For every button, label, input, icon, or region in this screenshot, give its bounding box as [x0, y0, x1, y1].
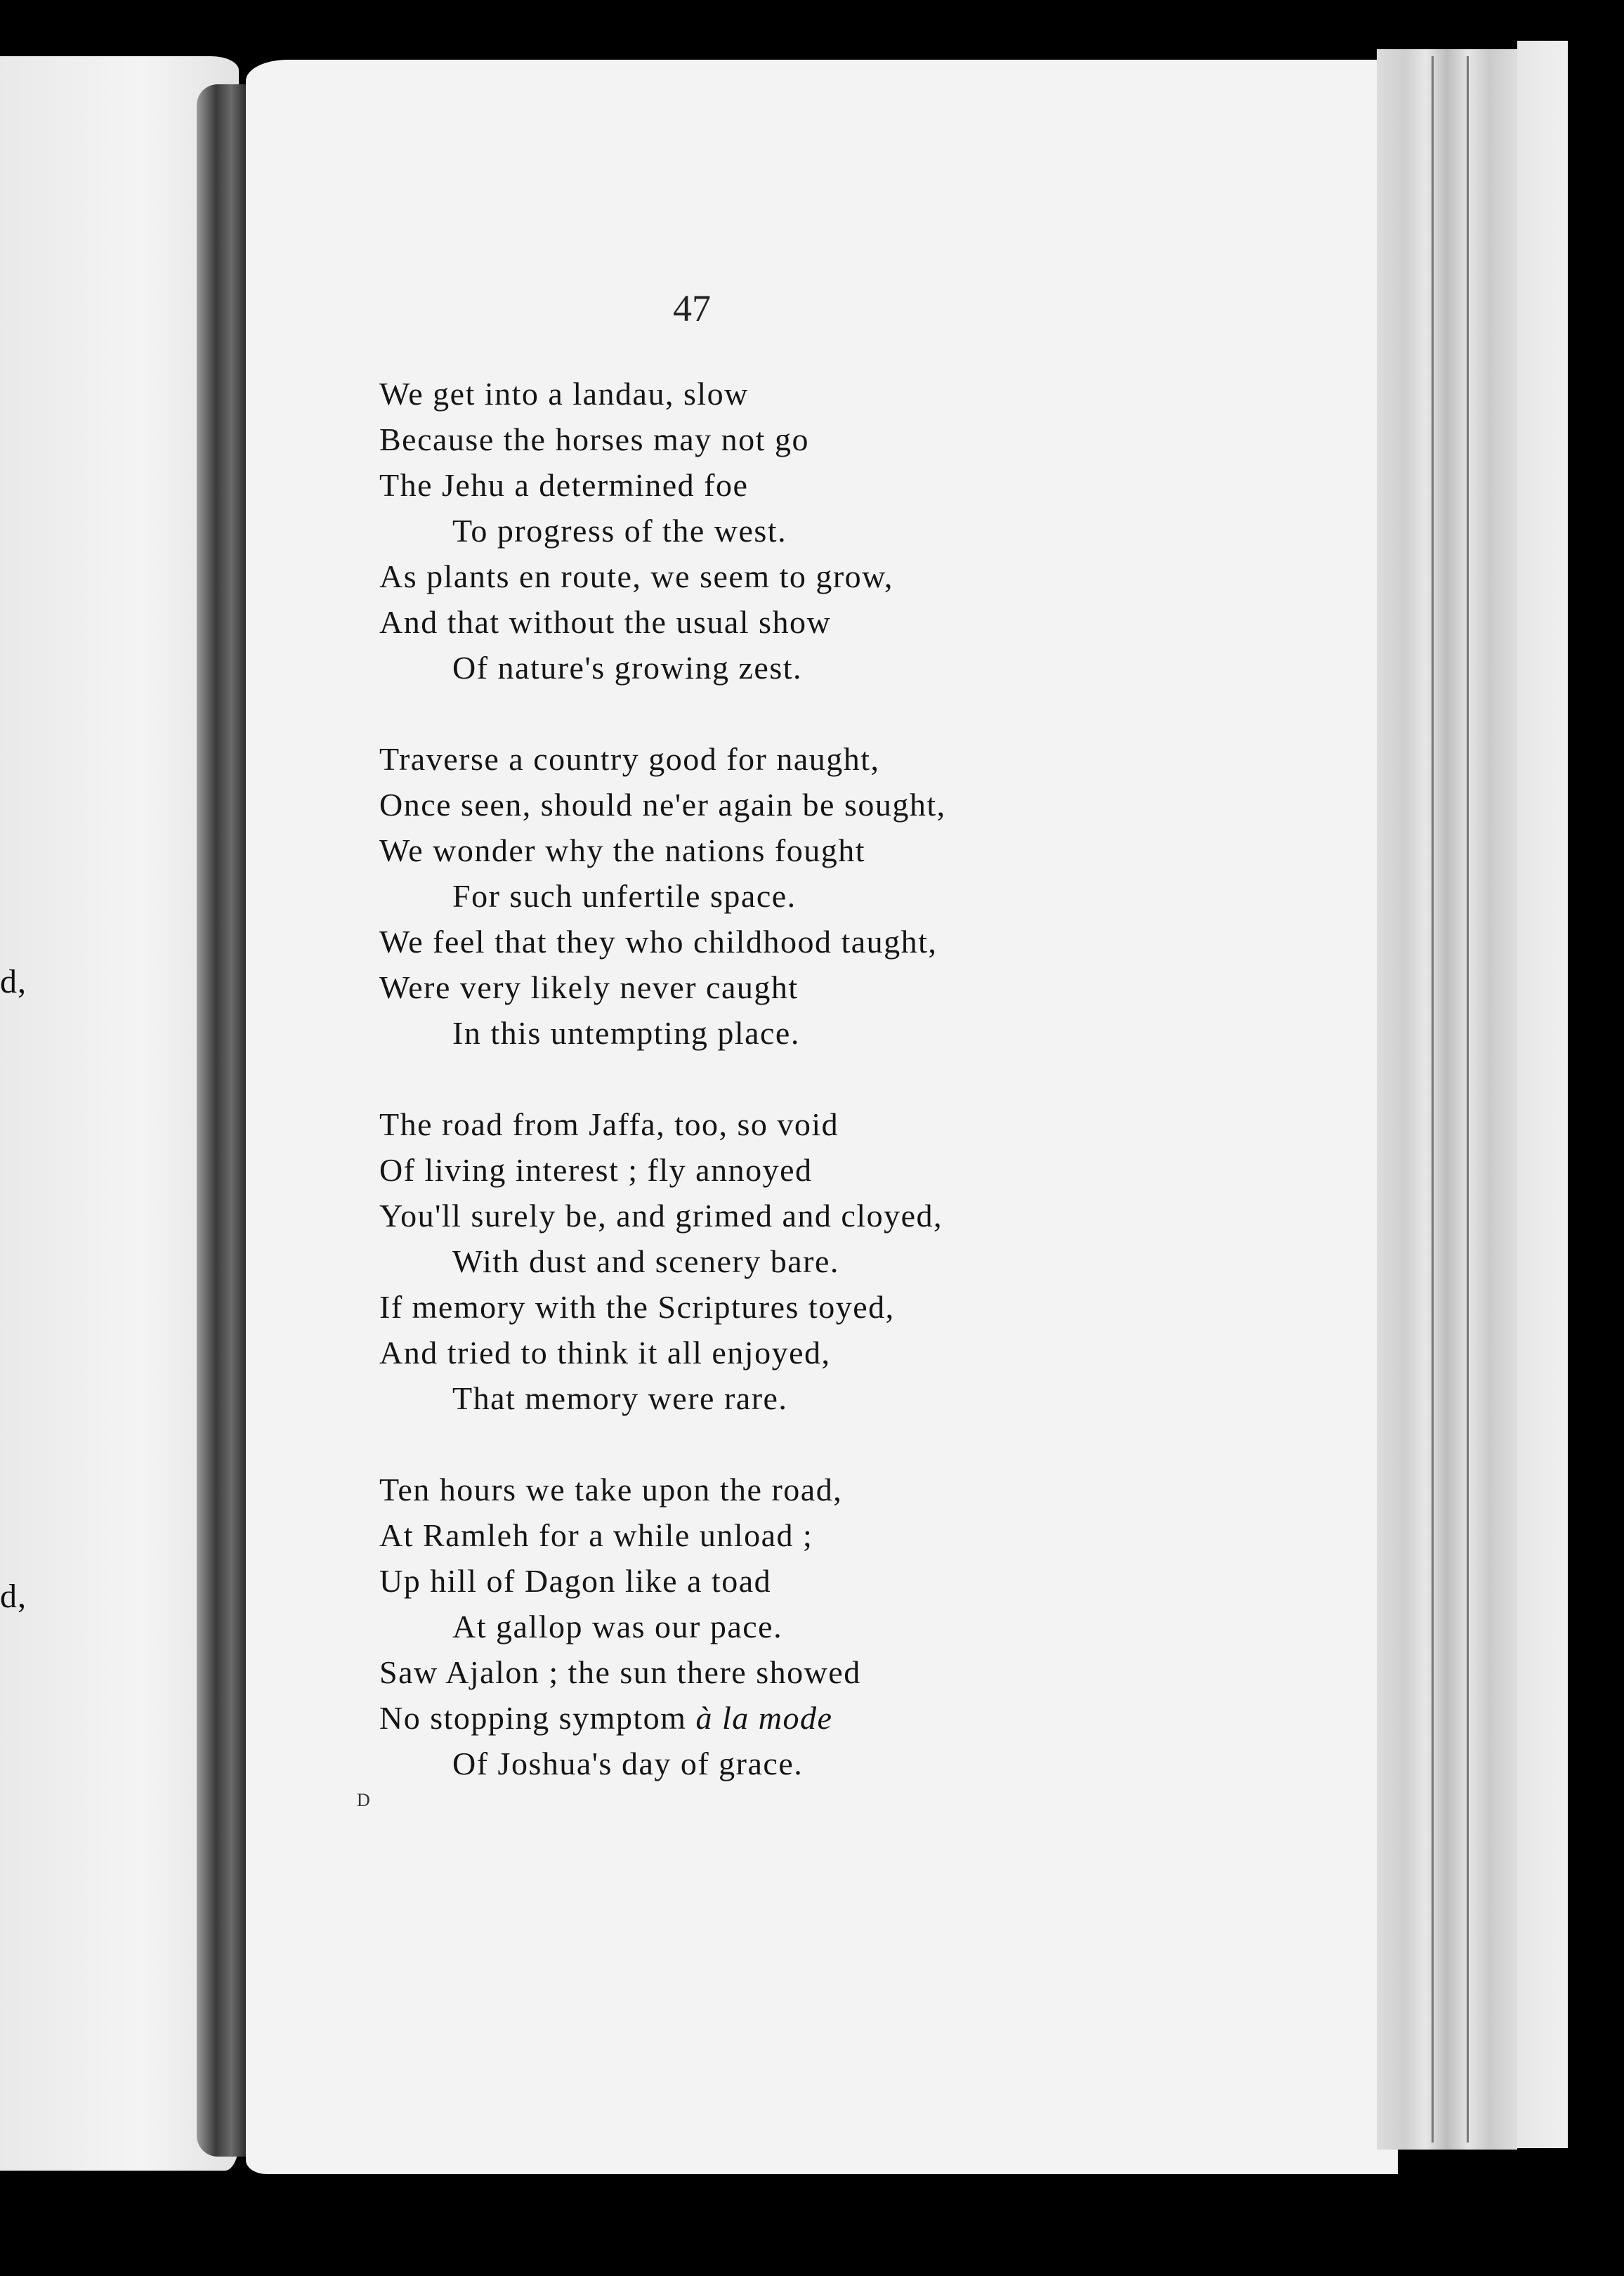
signature-mark: D	[357, 1790, 370, 1810]
stanza-gap	[379, 1421, 1082, 1467]
poem-line	[379, 508, 1082, 554]
poem-line	[379, 736, 1082, 782]
poem-line-text: Up hill of Dagon like a toad	[379, 1563, 772, 1599]
poem-line-text: We feel that they who childhood taught,	[379, 924, 938, 960]
poem-line	[379, 1649, 1082, 1695]
poem-line-text: We wonder why the nations fought	[379, 832, 865, 868]
poem-line	[379, 1193, 1082, 1238]
poem	[379, 371, 1082, 1786]
poem-line	[379, 1284, 1082, 1330]
left-page-fragment: d,	[0, 963, 27, 1000]
poem-line	[379, 1695, 1082, 1741]
stanza	[379, 736, 1082, 1056]
page-edges	[1377, 49, 1517, 2150]
poem-line-text: That memory were rare.	[452, 1380, 788, 1416]
poem-line	[379, 873, 1082, 919]
poem-line	[379, 782, 1082, 828]
poem-line-text: Of Joshua's day of grace.	[452, 1746, 804, 1781]
page-tab	[1517, 41, 1568, 2148]
poem-line-text: The Jehu a determined foe	[379, 467, 749, 503]
poem-line-text: No stopping symptom	[379, 1700, 687, 1736]
poem-line	[379, 1512, 1082, 1558]
poem-line	[379, 1010, 1082, 1056]
stanza	[379, 1101, 1082, 1421]
poem-line	[379, 828, 1082, 873]
poem-line-text: Were very likely never caught	[379, 969, 799, 1005]
poem-line	[379, 371, 1082, 417]
poem-line	[379, 462, 1082, 508]
stanza-gap	[379, 1056, 1082, 1101]
poem-line-text: And that without the usual show	[379, 604, 832, 640]
poem-line-text: In this untempting place.	[452, 1015, 800, 1051]
poem-line	[379, 1741, 1082, 1786]
poem-line-text: As plants en route, we seem to grow,	[379, 558, 893, 594]
poem-line-text: Of living interest ; fly annoyed	[379, 1152, 813, 1188]
poem-line	[379, 1238, 1082, 1284]
poem-line-text: Saw Ajalon ; the sun there showed	[379, 1654, 861, 1690]
poem-line-italic: à la mode	[695, 1700, 833, 1736]
poem-line-text: To progress of the west.	[452, 513, 787, 549]
poem-line-text: Ten hours we take upon the road,	[379, 1472, 843, 1507]
poem-line-text: For such unfertile space.	[452, 878, 797, 914]
stanza-gap	[379, 691, 1082, 736]
poem-line-text: If memory with the Scriptures toyed,	[379, 1289, 895, 1325]
poem-line	[379, 554, 1082, 599]
poem-line	[379, 1375, 1082, 1421]
poem-line-text: And tried to think it all enjoyed,	[379, 1335, 831, 1371]
stanza	[379, 371, 1082, 691]
left-page-fragment: d,	[0, 1578, 27, 1615]
poem-line-text: The road from Jaffa, too, so void	[379, 1106, 839, 1142]
poem-line	[379, 1604, 1082, 1649]
poem-line	[379, 1101, 1082, 1147]
poem-line-text: Because the horses may not go	[379, 421, 809, 457]
poem-line-text: Traverse a country good for naught,	[379, 741, 880, 777]
poem-line	[379, 417, 1082, 462]
poem-line-text: With dust and scenery bare.	[452, 1243, 839, 1279]
poem-line	[379, 1467, 1082, 1512]
poem-line	[379, 919, 1082, 964]
poem-line	[379, 599, 1082, 645]
poem-line	[379, 1558, 1082, 1604]
poem-line	[379, 964, 1082, 1010]
poem-line-text: At gallop was our pace.	[452, 1609, 783, 1644]
page-number: 47	[673, 287, 711, 329]
poem-line	[379, 1330, 1082, 1375]
poem-line	[379, 645, 1082, 691]
stanza	[379, 1467, 1082, 1786]
poem-line-text: Of nature's growing zest.	[452, 650, 802, 686]
poem-line-text: Once seen, should ne'er again be sought,	[379, 787, 946, 823]
poem-line	[379, 1147, 1082, 1193]
poem-line-text: You'll surely be, and grimed and cloyed,	[379, 1198, 943, 1234]
poem-line-text: We get into a landau, slow	[379, 376, 749, 412]
poem-line-text: At Ramleh for a while unload ;	[379, 1517, 813, 1553]
